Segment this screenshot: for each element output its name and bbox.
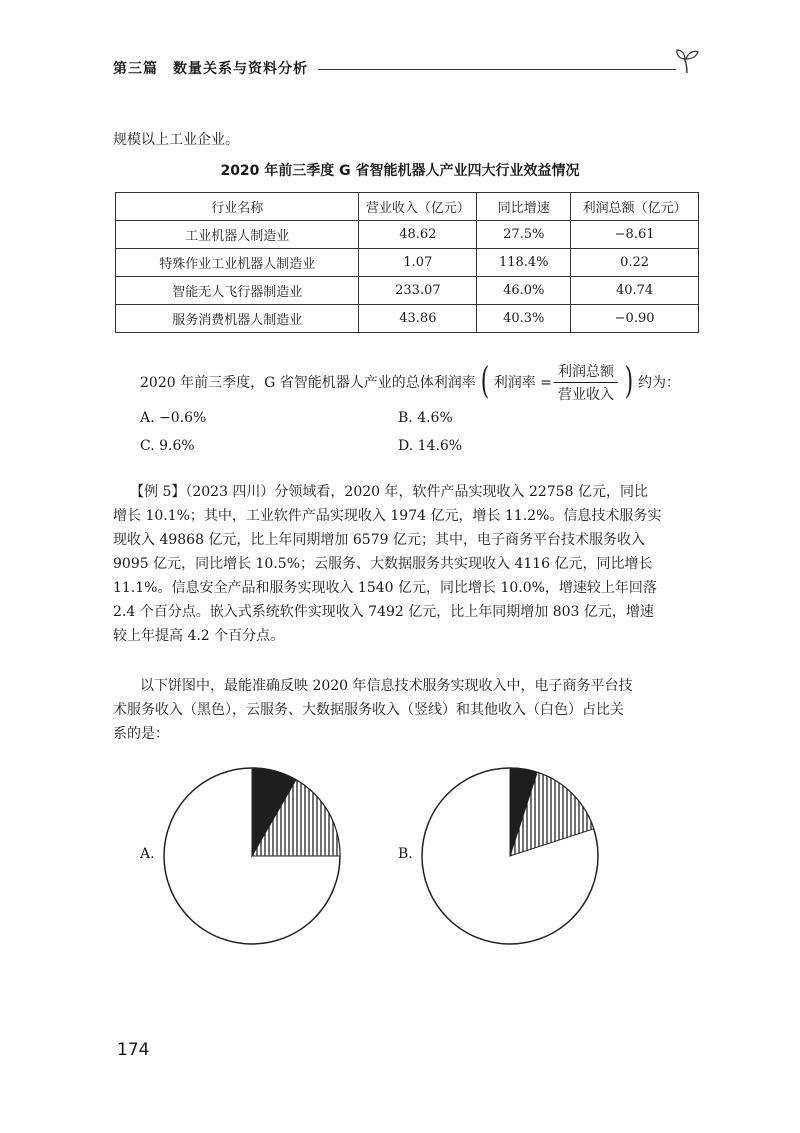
table-cell: 40.74: [571, 277, 699, 305]
table-cell: 0.22: [571, 249, 699, 277]
header-rule: [318, 69, 676, 70]
formula-lhs: 利润率 =: [493, 375, 552, 391]
example-paragraph: [113, 480, 700, 648]
page-number: 174: [117, 1040, 150, 1060]
table-row: [116, 221, 699, 249]
fraction: [554, 361, 618, 404]
question1-stem: [140, 362, 680, 402]
pie-b-label[interactable]: B.: [398, 846, 413, 862]
data-table: [115, 192, 699, 333]
column-header: 利润总额（亿元）: [571, 193, 699, 221]
paragraph-line: 增长 10.1%；其中，工业软件产品实现收入 1974 亿元，增长 11.2%。信息技术服务实: [113, 508, 662, 524]
sprout-icon: [674, 46, 700, 74]
paragraph-line: 现收入 49868 亿元，比上年同期增加 6579 亿元；其中，电子商务平台技术服务收入: [113, 532, 645, 548]
table-title: 2020 年前三季度 G 省智能机器人产业四大行业效益情况: [220, 163, 580, 179]
paragraph-line: 以下饼图中，最能准确反映 2020 年信息技术服务实现收入中，电子商务平台技: [140, 678, 633, 694]
table-cell: 43.86: [359, 305, 477, 333]
table-cell: 特殊作业工业机器人制造业: [116, 249, 359, 277]
pie-chart-b[interactable]: [418, 764, 602, 948]
table-row: [116, 277, 699, 305]
table-cell: 服务消费机器人制造业: [116, 305, 359, 333]
table-row: [116, 249, 699, 277]
paragraph-line: 9095 亿元，同比增长 10.5%；云服务、大数据服务共实现收入 4116 亿元，同比增长: [113, 556, 653, 572]
column-header: 营业收入（亿元）: [359, 193, 477, 221]
table-cell: 118.4%: [477, 249, 571, 277]
question1-tail: 约为：: [638, 375, 680, 391]
paragraph-line: 系的是：: [113, 726, 169, 742]
running-header-title: 第三篇 数量关系与资料分析: [113, 61, 308, 77]
table-cell: 智能无人飞行器制造业: [116, 277, 359, 305]
table-header-row: [116, 193, 699, 221]
fraction-denominator: 营业收入: [554, 382, 618, 404]
table-cell: 48.62: [359, 221, 477, 249]
table-cell: −8.61: [571, 221, 699, 249]
pie-a-label[interactable]: A.: [140, 846, 155, 862]
table-cell: 1.07: [359, 249, 477, 277]
right-paren: ): [624, 361, 634, 402]
option-a[interactable]: A. −0.6%: [140, 410, 207, 426]
question1-text: 2020 年前三季度，G 省智能机器人产业的总体利润率: [140, 375, 476, 391]
intro-text: 规模以上工业企业。: [113, 132, 239, 148]
table-cell: 233.07: [359, 277, 477, 305]
option-d[interactable]: D. 14.6%: [398, 438, 463, 454]
table-cell: 27.5%: [477, 221, 571, 249]
left-paren: (: [480, 361, 489, 402]
option-c[interactable]: C. 9.6%: [140, 438, 195, 454]
paragraph-line: 2.4 个百分点。嵌入式系统软件实现收入 7492 亿元，比上年同期增加 803 亿元，增速: [113, 604, 654, 620]
table-cell: 46.0%: [477, 277, 571, 305]
paragraph-line: 11.1%。信息安全产品和服务实现收入 1540 亿元，同比增长 10.0%，增速较上年回落: [113, 580, 657, 596]
column-header: 同比增速: [477, 193, 571, 221]
pie-chart-a[interactable]: [160, 764, 344, 948]
fraction-numerator: 利润总额: [557, 363, 614, 380]
table-row: [116, 305, 699, 333]
paragraph-line: 【例 5】（2023 四川）分领域看，2020 年，软件产品实现收入 22758 亿元，同比: [130, 484, 648, 500]
paragraph-line: 术服务收入（黑色），云服务、大数据服务收入（竖线）和其他收入（白色）占比关: [113, 702, 624, 718]
question2-paragraph: [113, 674, 710, 746]
column-header: 行业名称: [116, 193, 359, 221]
option-b[interactable]: B. 4.6%: [398, 410, 453, 426]
table-cell: −0.90: [571, 305, 699, 333]
table-cell: 工业机器人制造业: [116, 221, 359, 249]
paragraph-line: 较上年提高 4.2 个百分点。: [113, 628, 285, 644]
table-cell: 40.3%: [477, 305, 571, 333]
